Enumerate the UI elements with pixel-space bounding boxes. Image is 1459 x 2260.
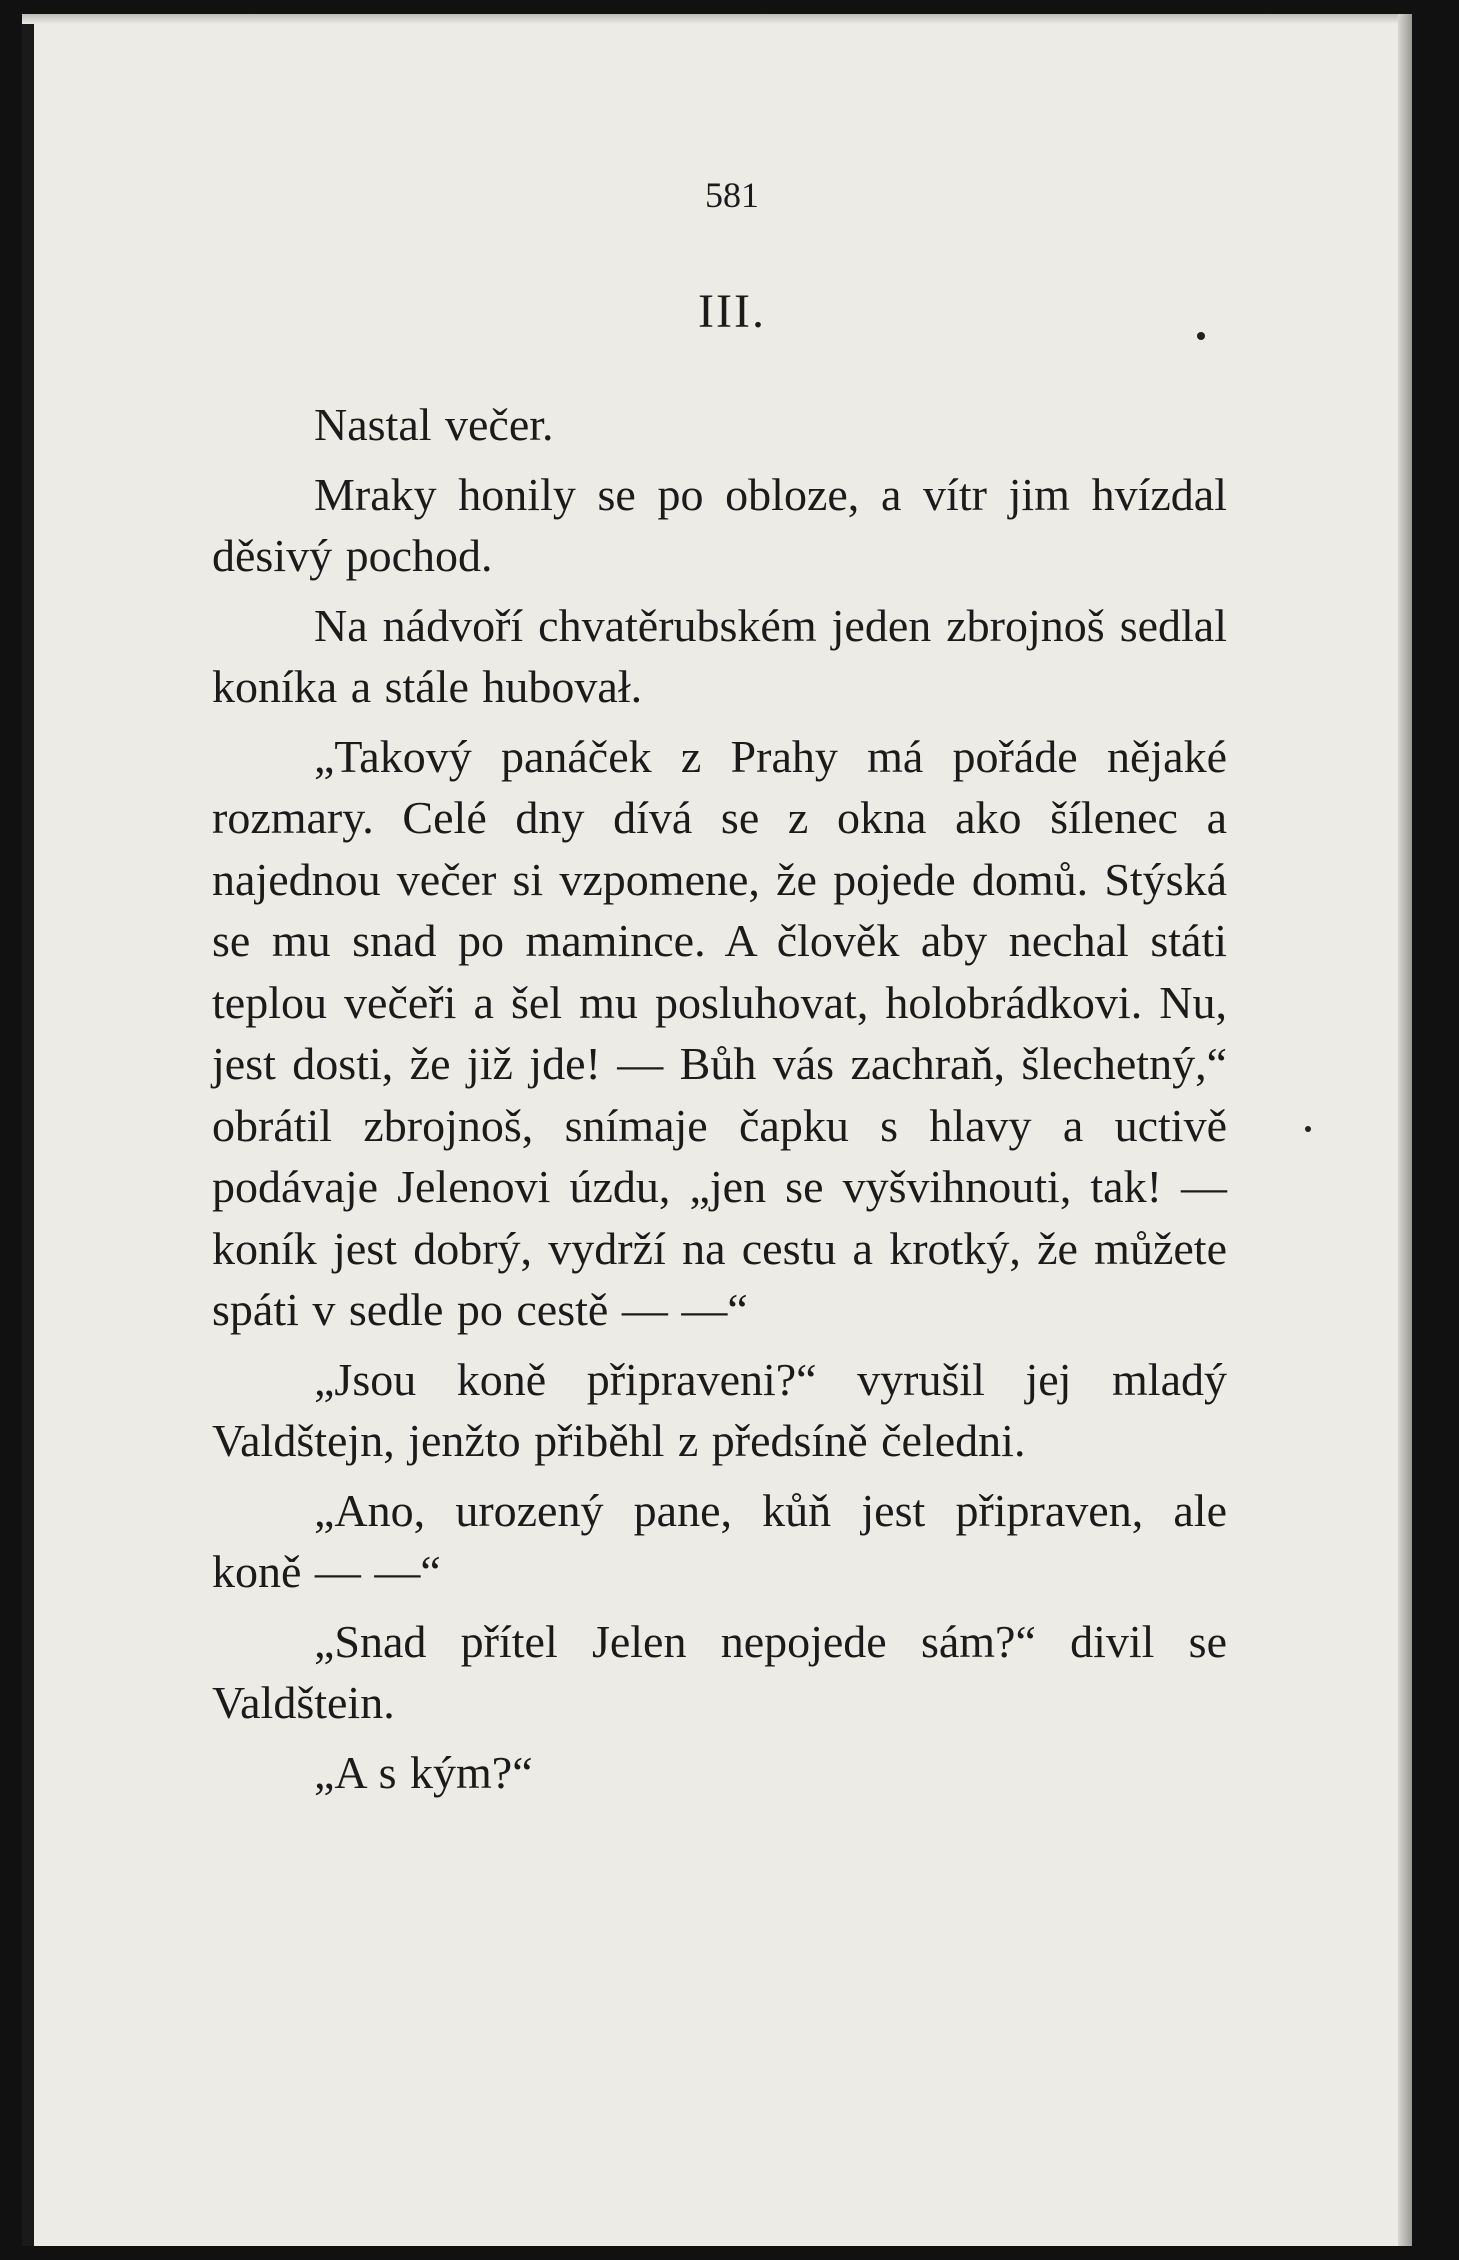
- book-spine-shadow: [22, 14, 34, 2246]
- paragraph: „Jsou koně připraveni?“ vyrušil jej mladý Valdštejn, jenžto přiběhl z předsíně čeledni.: [212, 1353, 1227, 1466]
- page-number: 581: [705, 175, 759, 215]
- paragraph: „A s kým?“: [314, 1746, 533, 1798]
- book-page: [22, 14, 1412, 2246]
- paragraph: „Takový panáček z Prahy má pořáde nějaké rozmary. Celé dny dívá se z okna ako šílenec a najednou večer si vzpomene, že pojede domů. Stýská se mu snad po mamince. A člověk aby nechal státi teplou večeři a šel mu posluhovat, holobrádkovi. Nu, jest dosti, že již jde! — Bůh vás zachraň, šlechetný,“ obrátil zbrojnoš, snímaje čapku s hlavy a uctivě podávaje Jelenovi úzdu, „jen se vyšvihnouti, tak! — koník jest dobrý, vydrží na cestu a krotký, že můžete spáti v sedle po cestě — —“: [212, 730, 1227, 1335]
- paragraph: Mraky honily se po obloze, a vítr jim hvízdal děsivý pochod.: [212, 468, 1227, 581]
- chapter-heading: III.: [698, 285, 766, 338]
- page-right-edge: [1398, 14, 1412, 2246]
- paragraph: Nastal večer.: [314, 399, 554, 450]
- paragraph: „Snad přítel Jelen nepojede sám?“ divil se Valdštein.: [212, 1615, 1227, 1728]
- print-speck: [1305, 1126, 1311, 1132]
- paragraph: Na nádvoří chvatěrubském jeden zbrojnoš sedlal koníka a stále hubovał.: [212, 599, 1227, 712]
- body-text: [212, 394, 1227, 1811]
- paragraph: „Ano, urozený pane, kůň jest připraven, ale koně — —“: [212, 1484, 1227, 1597]
- page-top-edge: [22, 14, 1412, 24]
